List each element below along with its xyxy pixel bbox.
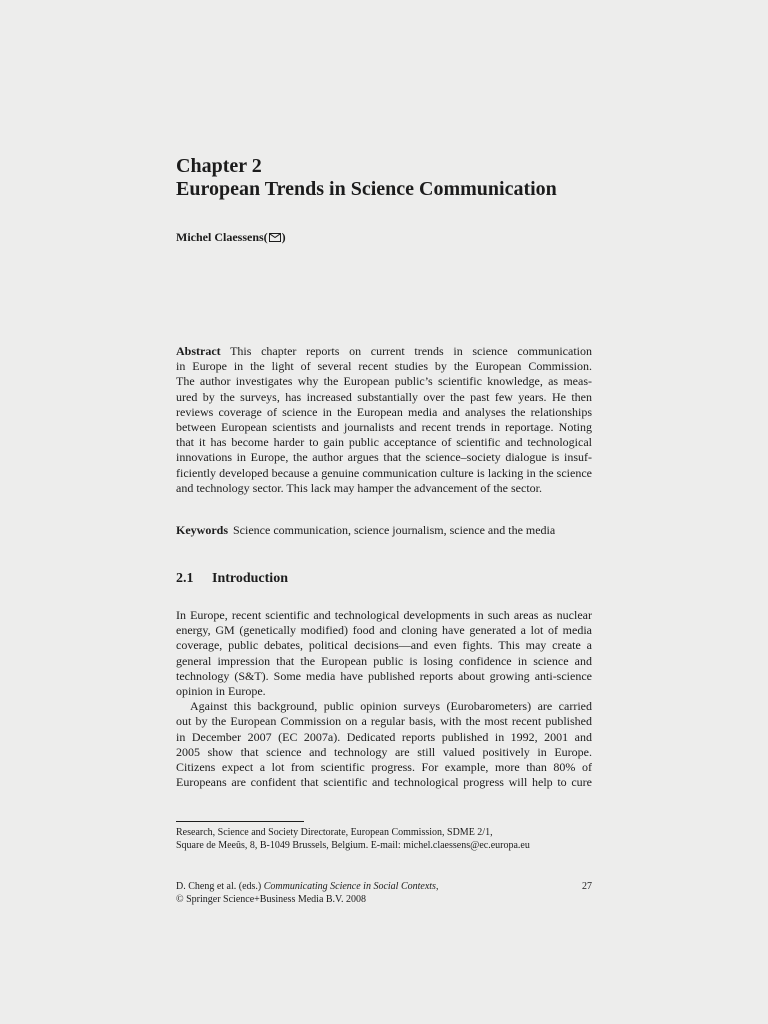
page-footer: [176, 880, 438, 906]
abstract-line-text: This chapter reports on current trends in science communication: [220, 344, 592, 358]
abstract-label: Abstract: [176, 344, 221, 358]
section-title: Introduction: [212, 571, 288, 586]
footnote-divider: [176, 821, 304, 822]
keywords-text: Science communication, science journalism, science and the media: [233, 523, 556, 537]
body-line: Europeans are confident that scientific and technological progress will help to cure: [176, 775, 592, 790]
author-close-paren: ): [281, 230, 286, 244]
abstract-line: reviews coverage of science in the European media and analyses the relationships: [176, 404, 592, 419]
citation-line: [176, 880, 438, 893]
body-line: In Europe, recent scientific and technological developments in such areas as nuclear: [176, 608, 592, 622]
book-title: Communicating Science in Social Contexts: [263, 881, 436, 892]
abstract-line: ficiently developed because a genuine communication culture is lacking in the science: [176, 465, 592, 480]
footnote-line: Research, Science and Society Directorate, European Commission, SDME 2/1,: [176, 827, 493, 838]
chapter-label: Chapter 2: [176, 155, 262, 177]
page-number: 27: [582, 881, 592, 892]
body-line: in December 2007 (EC 2007a). Dedicated reports published in 1992, 2001 and: [176, 729, 592, 744]
keywords-label: Keywords: [176, 523, 228, 537]
body-line: out by the European Commission on a regular basis, with the most recent published: [176, 714, 592, 729]
author-affiliation-footnote: [176, 826, 530, 852]
body-line: coverage, public debates, political decisions—and even fights. This may create a: [176, 638, 592, 653]
abstract-block: [176, 344, 592, 496]
body-line: opinion in Europe.: [176, 683, 266, 698]
abstract-line: ured by the surveys, has increased substantially over the past few years. He then: [176, 389, 592, 404]
author-name: Michel Claessens: [176, 230, 264, 244]
copyright-line: © Springer Science+Business Media B.V. 2008: [176, 894, 366, 905]
abstract-line: between European scientists and journalists and recent trends in reportage. Noting: [176, 419, 592, 434]
body-line: general impression that the European public is losing confidence in science and: [176, 653, 592, 668]
section-number: 2.1: [176, 571, 194, 586]
author-line: [176, 229, 286, 245]
body-line: Citizens expect a lot from scientific progress. For example, more than 80% of: [176, 759, 592, 774]
introduction-body: [176, 608, 592, 790]
body-line: 2005 show that science and technology are still valued positively in Europe.: [176, 744, 592, 759]
footnote-line: Square de Meeûs, 8, B-1049 Brussels, Belgium. E-mail: michel.claessens@ec.europa.eu: [176, 840, 530, 851]
abstract-line: that it has become harder to gain public acceptance of scientific and technological: [176, 435, 592, 450]
abstract-line: in Europe in the light of several recent studies by the European Commission.: [176, 359, 592, 374]
body-line: technology (S&T). Some media have published reports about growing anti-science: [176, 668, 592, 683]
chapter-title: European Trends in Science Communication: [176, 178, 557, 200]
body-line: energy, GM (genetically modified) food and cloning have generated a lot of media: [176, 623, 592, 638]
abstract-line: [176, 344, 592, 359]
body-line: Against this background, public opinion surveys (Eurobarometers) are carried: [190, 699, 592, 714]
abstract-line: and technology sector. This lack may hamper the advancement of the sector.: [176, 480, 542, 495]
envelope-icon: [269, 233, 281, 242]
keywords-line: [176, 523, 555, 538]
citation-comma: ,: [435, 881, 439, 892]
section-heading: [176, 570, 288, 588]
editors-text: D. Cheng et al. (eds.): [176, 881, 264, 892]
author-open-paren: (: [263, 230, 268, 244]
abstract-line: innovations in Europe, the author argues that the science–society dialogue is insuf-: [176, 450, 592, 465]
abstract-line: The author investigates why the European public’s scientific knowledge, as meas-: [176, 374, 592, 389]
